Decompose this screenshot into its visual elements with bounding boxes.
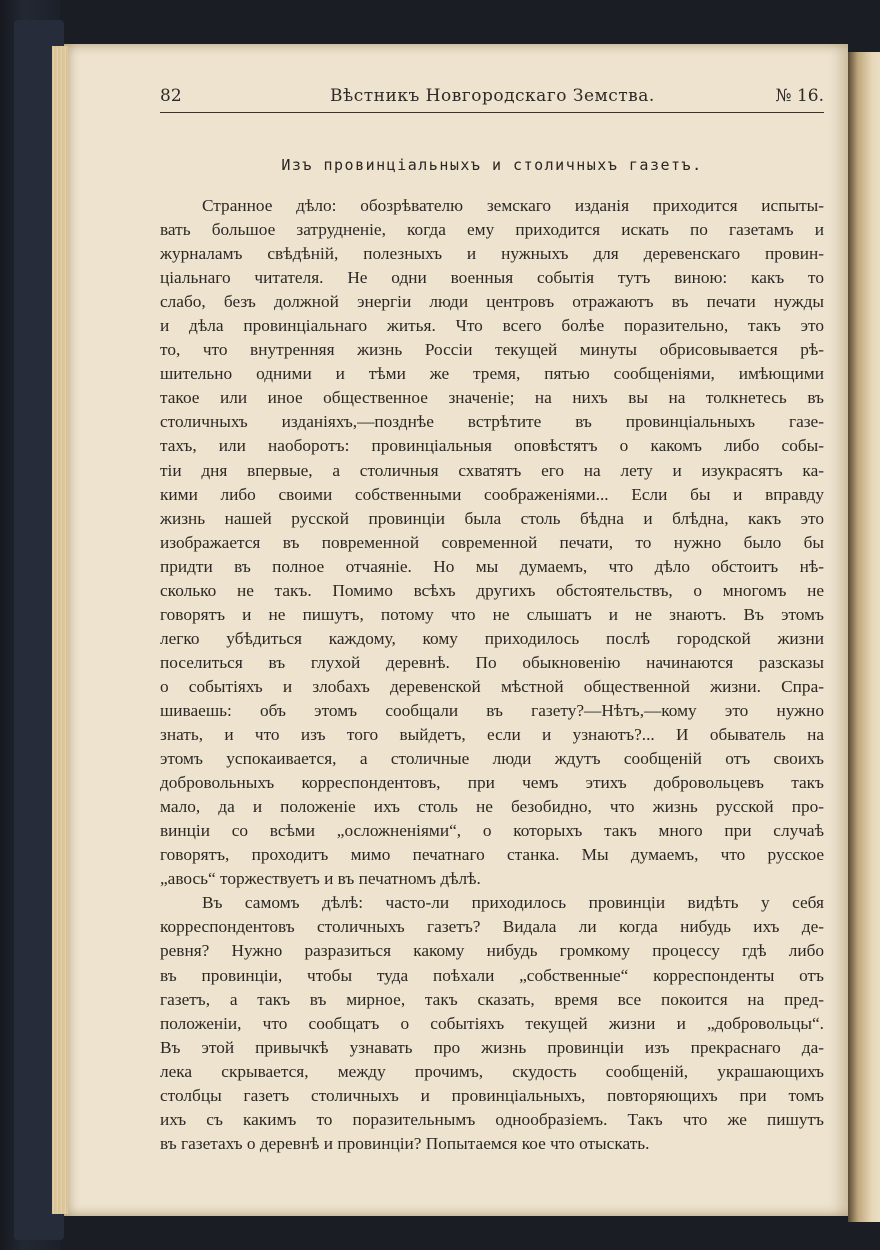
text-line: въ провинціи, чтобы туда поѣхали „собственные“ корреспонденты отъ — [160, 965, 824, 985]
text-line: лека скрывается, между прочимъ, скудость сообщеній, украшающихъ — [160, 1061, 824, 1081]
text-line: говорятъ и не пишутъ, потому что не слышатъ и не знаютъ. Въ этомъ — [160, 604, 824, 624]
journal-title: Вѣстникъ Новгородскаго Земства. — [330, 86, 655, 106]
facing-page-edge — [848, 52, 880, 1222]
text-line: то, что внутренняя жизнь Россіи текущей минуты обрисовывается рѣ- — [160, 340, 824, 360]
paragraph-1 — [160, 194, 824, 891]
text-line: изображается въ повременной современной печати, то нужно было бы — [160, 532, 824, 552]
text-line: добровольныхъ корреспондентовъ, при чемъ этихъ добровольцевъ такъ — [160, 773, 824, 793]
text-line: мало, да и положеніе ихъ столь не безобидно, что жизнь русской про- — [160, 797, 824, 817]
text-line: газетъ, а такъ въ мирное, такъ сказать, время все покоится на пред- — [160, 989, 824, 1009]
text-line: знать, и что изъ того выйдетъ, если и узнаютъ?... И обыватель на — [160, 725, 824, 745]
text-line: слабо, безъ должной энергіи люди центровъ отражаютъ въ печати нужды — [160, 292, 824, 312]
article-body — [160, 194, 824, 1156]
text-line: о событіяхъ и злобахъ деревенской мѣстной общественной жизни. Спра- — [160, 676, 824, 696]
text-line: этомъ успокаивается, а столичные люди ждутъ сообщеній отъ своихъ — [160, 749, 824, 769]
text-line: шительно одними и тѣми же тремя, пятью сообщеніями, имѣющими — [160, 364, 824, 384]
text-line: поселиться въ глухой деревнѣ. По обыкновенію начинаются разсказы — [160, 652, 824, 672]
text-line: жизнь нашей русской провинціи была столь бѣдна и блѣдна, какъ это — [160, 508, 824, 528]
book-page — [64, 44, 848, 1216]
text-line: Странное дѣло: обозрѣвателю земскаго изданія приходится испыты- — [202, 196, 824, 215]
page-number: 82 — [160, 86, 182, 106]
text-line: положеніи, что сообщатъ о событіяхъ текущей жизни и „добровольцы“. — [160, 1013, 824, 1033]
text-line: въ газетахъ о деревнѣ и провинціи? Попытаемся кое что отыскать. — [160, 1133, 650, 1153]
text-line: ціальнаго читателя. Не одни военныя событія тутъ виною: какъ то — [160, 268, 824, 288]
text-line: винціи со всѣми „осложненіями“, о которыхъ такъ много при случаѣ — [160, 821, 824, 841]
text-line: говорятъ, проходитъ мимо печатнаго станка. Мы думаемъ, что русское — [160, 845, 824, 865]
text-line: Въ самомъ дѣлѣ: часто-ли приходилось провинціи видѣть у себя — [202, 893, 824, 913]
text-line: журналамъ свѣдѣній, полезныхъ и нужныхъ для деревенскаго провин- — [160, 244, 824, 264]
text-line: ихъ съ какимъ то поразительнымъ однообразіемъ. Такъ что же пишутъ — [160, 1109, 824, 1129]
text-line: придти въ полное отчаяніе. Но мы думаемъ, что дѣло обстоитъ нѣ- — [160, 556, 824, 576]
text-line: кими либо своими собственными соображеніями... Если бы и вправду — [160, 484, 824, 504]
page-block-edges — [52, 46, 68, 1214]
paragraph-2 — [160, 891, 824, 1156]
section-title: Изъ провинціальныхъ и столичныхъ газетъ. — [281, 156, 703, 174]
text-line: и дѣла провинціальнаго житья. Что всего болѣе поразительно, такъ это — [160, 316, 824, 336]
text-line: корреспондентовъ столичныхъ газетъ? Видала ли когда нибудь ихъ де- — [160, 917, 824, 937]
text-line: ревня? Нужно разразиться какому нибудь громкому процессу гдѣ либо — [160, 941, 824, 961]
text-line: вать большое затрудненіе, когда ему приходится искать по газетамъ и — [160, 220, 824, 240]
text-line: тахъ, или наоборотъ: провинціальныя оповѣстятъ о какомъ либо собы- — [160, 436, 824, 456]
running-head — [160, 86, 824, 113]
text-line: легко убѣдиться каждому, кому приходилось послѣ городской жизни — [160, 628, 824, 648]
text-line: „авось“ торжествуетъ и въ печатномъ дѣлѣ. — [160, 869, 481, 889]
text-line: столбцы газетъ столичныхъ и провинціальныхъ, повторяющихъ при томъ — [160, 1085, 824, 1105]
text-line: Въ этой привычкѣ узнавать про жизнь провинціи изъ прекраснаго да- — [160, 1037, 824, 1057]
text-line: столичныхъ изданіяхъ,—позднѣе встрѣтите въ провинціальныхъ газе- — [160, 412, 824, 432]
text-line: тіи дня впервые, а столичныя схватятъ его на лету и изукрасятъ ка- — [160, 460, 824, 480]
text-line: такое или иное общественное значеніе; на нихъ вы на толкнетесь въ — [160, 388, 824, 408]
text-line: шиваешь: объ этомъ сообщали въ газету?—Нѣтъ,—кому это нужно — [160, 700, 824, 720]
text-line: сколько не такъ. Помимо всѣхъ другихъ обстоятельствъ, о многомъ не — [160, 580, 824, 600]
issue-number: № 16. — [775, 86, 824, 106]
